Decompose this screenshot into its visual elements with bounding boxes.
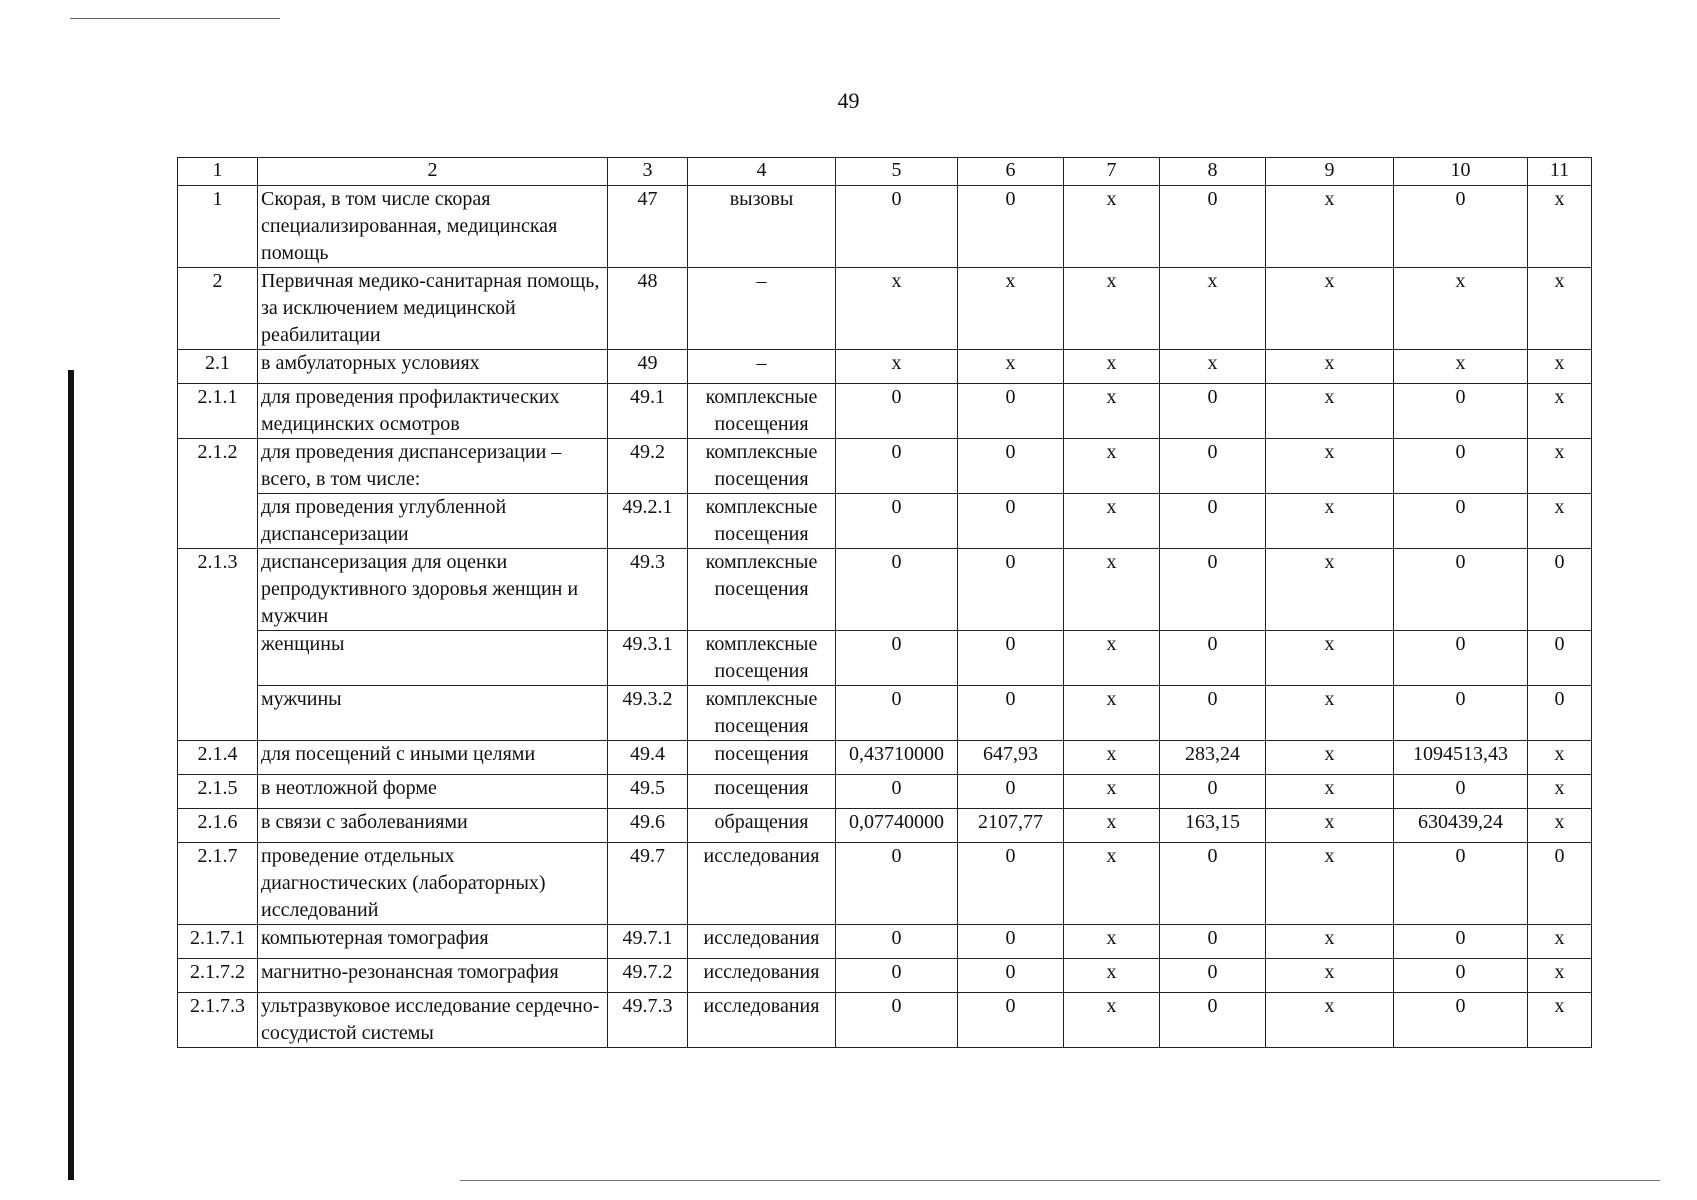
cell-c9: x <box>1266 925 1394 959</box>
cell-c9: x <box>1266 268 1394 350</box>
row-code: 49.2.1 <box>608 494 688 549</box>
table-row <box>178 741 1592 775</box>
row-name: Первичная медико-санитарная помощь, за исключением медицинской реабилитации <box>258 268 608 350</box>
cell-c5: 0 <box>836 439 958 494</box>
cell-c9: x <box>1266 741 1394 775</box>
table-row <box>178 549 1592 631</box>
cell-c11: x <box>1528 809 1592 843</box>
cell-c6: 0 <box>958 959 1064 993</box>
cell-c7: x <box>1064 494 1160 549</box>
row-code: 49.7 <box>608 843 688 925</box>
cell-c11: x <box>1528 350 1592 384</box>
cell-c8: x <box>1160 268 1266 350</box>
cell-c5: 0 <box>836 384 958 439</box>
cell-c8: 0 <box>1160 384 1266 439</box>
row-name: в амбулаторных условиях <box>258 350 608 384</box>
row-code: 49.2 <box>608 439 688 494</box>
cell-c10: 0 <box>1394 959 1528 993</box>
data-table <box>177 157 1592 1048</box>
col-header: 1 <box>178 158 258 186</box>
table-row <box>178 439 1592 494</box>
cell-c5: 0 <box>836 925 958 959</box>
cell-c7: x <box>1064 741 1160 775</box>
col-header: 5 <box>836 158 958 186</box>
row-unit: исследования <box>688 993 836 1048</box>
col-header: 8 <box>1160 158 1266 186</box>
row-unit: комплексные посещения <box>688 631 836 686</box>
row-code: 49.7.3 <box>608 993 688 1048</box>
cell-c6: 0 <box>958 775 1064 809</box>
row-name: в связи с заболеваниями <box>258 809 608 843</box>
cell-c6: 647,93 <box>958 741 1064 775</box>
cell-c10: 0 <box>1394 925 1528 959</box>
cell-c8: 0 <box>1160 843 1266 925</box>
row-name: в неотложной форме <box>258 775 608 809</box>
cell-c5: 0 <box>836 993 958 1048</box>
cell-c11: 0 <box>1528 686 1592 741</box>
cell-c7: x <box>1064 384 1160 439</box>
table-row <box>178 494 1592 549</box>
table-row <box>178 350 1592 384</box>
cell-c8: 0 <box>1160 631 1266 686</box>
cell-c9: x <box>1266 384 1394 439</box>
row-name: женщины <box>258 631 608 686</box>
cell-c11: x <box>1528 384 1592 439</box>
cell-c6: 2107,77 <box>958 809 1064 843</box>
row-code: 49.7.2 <box>608 959 688 993</box>
cell-c10: 0 <box>1394 186 1528 268</box>
cell-c7: x <box>1064 925 1160 959</box>
row-code: 49.1 <box>608 384 688 439</box>
cell-c11: x <box>1528 959 1592 993</box>
row-number: 2.1 <box>178 350 258 384</box>
cell-c5: 0 <box>836 959 958 993</box>
cell-c11: x <box>1528 186 1592 268</box>
row-name: ультразвуковое исследование сердечно-сосудистой системы <box>258 993 608 1048</box>
cell-c5: 0 <box>836 631 958 686</box>
cell-c10: 630439,24 <box>1394 809 1528 843</box>
cell-c9: x <box>1266 549 1394 631</box>
cell-c6: 0 <box>958 843 1064 925</box>
header-row <box>178 158 1592 186</box>
cell-c9: x <box>1266 494 1394 549</box>
cell-c6: x <box>958 350 1064 384</box>
cell-c5: x <box>836 350 958 384</box>
table-row <box>178 631 1592 686</box>
col-header: 7 <box>1064 158 1160 186</box>
table-row <box>178 686 1592 741</box>
row-name: для посещений с иными целями <box>258 741 608 775</box>
row-unit: комплексные посещения <box>688 494 836 549</box>
cell-c9: x <box>1266 186 1394 268</box>
cell-c9: x <box>1266 631 1394 686</box>
row-unit: исследования <box>688 925 836 959</box>
cell-c5: 0 <box>836 549 958 631</box>
top-rule <box>70 18 280 19</box>
row-name: проведение отдельных диагностических (лабораторных) исследований <box>258 843 608 925</box>
row-name: диспансеризация для оценки репродуктивного здоровья женщин и мужчин <box>258 549 608 631</box>
cell-c8: 0 <box>1160 959 1266 993</box>
row-number: 2.1.7.2 <box>178 959 258 993</box>
row-name: мужчины <box>258 686 608 741</box>
cell-c6: 0 <box>958 549 1064 631</box>
row-code: 49.4 <box>608 741 688 775</box>
col-header: 10 <box>1394 158 1528 186</box>
cell-c11: x <box>1528 775 1592 809</box>
table-row <box>178 809 1592 843</box>
row-code: 48 <box>608 268 688 350</box>
cell-c8: 163,15 <box>1160 809 1266 843</box>
table-row <box>178 268 1592 350</box>
cell-c10: 1094513,43 <box>1394 741 1528 775</box>
table-row <box>178 843 1592 925</box>
cell-c9: x <box>1266 809 1394 843</box>
cell-c11: x <box>1528 993 1592 1048</box>
cell-c7: x <box>1064 775 1160 809</box>
row-number: 2.1.3 <box>178 549 258 741</box>
cell-c10: 0 <box>1394 439 1528 494</box>
row-unit: комплексные посещения <box>688 549 836 631</box>
bottom-rule <box>460 1180 1660 1181</box>
cell-c10: x <box>1394 350 1528 384</box>
row-code: 49.3 <box>608 549 688 631</box>
row-name: компьютерная томография <box>258 925 608 959</box>
col-header: 9 <box>1266 158 1394 186</box>
cell-c10: x <box>1394 268 1528 350</box>
cell-c10: 0 <box>1394 775 1528 809</box>
row-unit: комплексные посещения <box>688 439 836 494</box>
cell-c7: x <box>1064 631 1160 686</box>
cell-c8: 0 <box>1160 993 1266 1048</box>
cell-c5: 0 <box>836 686 958 741</box>
row-name: Скорая, в том числе скорая специализированная, медицинская помощь <box>258 186 608 268</box>
cell-c6: 0 <box>958 631 1064 686</box>
cell-c10: 0 <box>1394 384 1528 439</box>
row-number: 2.1.7.3 <box>178 993 258 1048</box>
cell-c7: x <box>1064 268 1160 350</box>
row-name: для проведения диспансеризации – всего, в том числе: <box>258 439 608 494</box>
cell-c5: 0 <box>836 775 958 809</box>
table-row <box>178 775 1592 809</box>
cell-c7: x <box>1064 843 1160 925</box>
cell-c9: x <box>1266 993 1394 1048</box>
row-unit: – <box>688 350 836 384</box>
row-unit: комплексные посещения <box>688 686 836 741</box>
table-row <box>178 384 1592 439</box>
row-name: магнитно-резонансная томография <box>258 959 608 993</box>
cell-c11: x <box>1528 439 1592 494</box>
cell-c9: x <box>1266 843 1394 925</box>
row-number: 2.1.1 <box>178 384 258 439</box>
cell-c5: 0 <box>836 494 958 549</box>
cell-c6: 0 <box>958 925 1064 959</box>
table-row <box>178 186 1592 268</box>
cell-c8: 0 <box>1160 494 1266 549</box>
row-name: для проведения углубленной диспансеризации <box>258 494 608 549</box>
cell-c11: x <box>1528 494 1592 549</box>
cell-c5: 0,07740000 <box>836 809 958 843</box>
cell-c8: 0 <box>1160 439 1266 494</box>
cell-c7: x <box>1064 186 1160 268</box>
cell-c9: x <box>1266 350 1394 384</box>
row-unit: комплексные посещения <box>688 384 836 439</box>
cell-c8: 0 <box>1160 186 1266 268</box>
cell-c5: 0 <box>836 843 958 925</box>
page-number: 49 <box>837 88 860 113</box>
row-code: 49 <box>608 350 688 384</box>
cell-c7: x <box>1064 549 1160 631</box>
cell-c6: 0 <box>958 439 1064 494</box>
col-header: 6 <box>958 158 1064 186</box>
cell-c5: 0 <box>836 186 958 268</box>
cell-c6: 0 <box>958 686 1064 741</box>
cell-c6: 0 <box>958 494 1064 549</box>
cell-c6: x <box>958 268 1064 350</box>
row-unit: – <box>688 268 836 350</box>
row-number: 2 <box>178 268 258 350</box>
row-code: 49.5 <box>608 775 688 809</box>
row-code: 47 <box>608 186 688 268</box>
cell-c7: x <box>1064 350 1160 384</box>
cell-c9: x <box>1266 959 1394 993</box>
cell-c10: 0 <box>1394 549 1528 631</box>
row-unit: посещения <box>688 741 836 775</box>
row-number: 1 <box>178 186 258 268</box>
row-number: 2.1.5 <box>178 775 258 809</box>
row-code: 49.3.1 <box>608 631 688 686</box>
row-name: для проведения профилактических медицинских осмотров <box>258 384 608 439</box>
cell-c11: 0 <box>1528 843 1592 925</box>
cell-c8: 0 <box>1160 775 1266 809</box>
row-number: 2.1.2 <box>178 439 258 549</box>
cell-c7: x <box>1064 809 1160 843</box>
cell-c8: x <box>1160 350 1266 384</box>
cell-c9: x <box>1266 686 1394 741</box>
cell-c6: 0 <box>958 993 1064 1048</box>
col-header: 3 <box>608 158 688 186</box>
cell-c5: 0,43710000 <box>836 741 958 775</box>
cell-c9: x <box>1266 775 1394 809</box>
scan-edge-bar <box>68 370 74 1180</box>
cell-c11: 0 <box>1528 549 1592 631</box>
cell-c11: x <box>1528 925 1592 959</box>
cell-c11: 0 <box>1528 631 1592 686</box>
cell-c10: 0 <box>1394 631 1528 686</box>
cell-c7: x <box>1064 993 1160 1048</box>
cell-c8: 283,24 <box>1160 741 1266 775</box>
row-number: 2.1.7.1 <box>178 925 258 959</box>
cell-c11: x <box>1528 741 1592 775</box>
col-header: 11 <box>1528 158 1592 186</box>
table-row <box>178 959 1592 993</box>
row-number: 2.1.4 <box>178 741 258 775</box>
cell-c9: x <box>1266 439 1394 494</box>
row-code: 49.7.1 <box>608 925 688 959</box>
row-code: 49.6 <box>608 809 688 843</box>
col-header: 2 <box>258 158 608 186</box>
cell-c8: 0 <box>1160 925 1266 959</box>
cell-c10: 0 <box>1394 993 1528 1048</box>
cell-c7: x <box>1064 959 1160 993</box>
row-unit: исследования <box>688 959 836 993</box>
row-number: 2.1.7 <box>178 843 258 925</box>
row-unit: вызовы <box>688 186 836 268</box>
table-row <box>178 925 1592 959</box>
cell-c10: 0 <box>1394 494 1528 549</box>
cell-c8: 0 <box>1160 549 1266 631</box>
cell-c6: 0 <box>958 384 1064 439</box>
row-unit: обращения <box>688 809 836 843</box>
col-header: 4 <box>688 158 836 186</box>
cell-c10: 0 <box>1394 843 1528 925</box>
cell-c11: x <box>1528 268 1592 350</box>
row-unit: исследования <box>688 843 836 925</box>
cell-c8: 0 <box>1160 686 1266 741</box>
cell-c7: x <box>1064 686 1160 741</box>
cell-c10: 0 <box>1394 686 1528 741</box>
row-unit: посещения <box>688 775 836 809</box>
table-row <box>178 993 1592 1048</box>
row-code: 49.3.2 <box>608 686 688 741</box>
cell-c5: x <box>836 268 958 350</box>
row-number: 2.1.6 <box>178 809 258 843</box>
cell-c7: x <box>1064 439 1160 494</box>
cell-c6: 0 <box>958 186 1064 268</box>
